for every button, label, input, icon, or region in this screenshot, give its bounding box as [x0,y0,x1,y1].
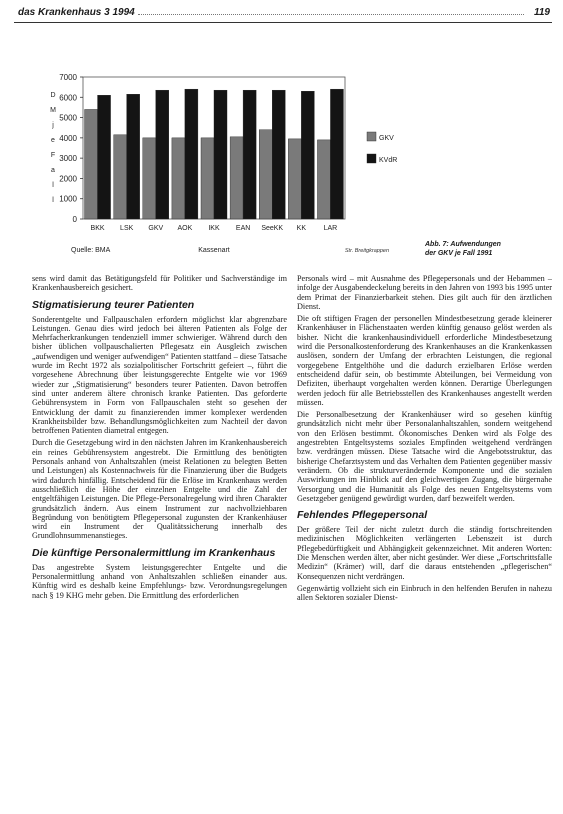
page-header [14,6,552,23]
caption-line-1: Abb. 7: Aufwendungen [425,241,501,248]
section-heading: Stigmatisierung teurer Patienten [32,298,195,311]
bar-kvdr [156,90,169,219]
paragraph: Die oft stiftigen Fragen der personellen Mindestbesetzung gerade kleinerer Krankenhäuser in Flächenstaaten werden künftig genauso gelöst werden als bisher. Nicht die krankenhausindividuell erforderliche Mindestbesetzung wird die Personalkostenforderung des Krankenhauses an die Krankenkassen auslösen, sondern der Umfang der erbrachten Leistungen, die regional vorgegebene Entgelthöhe und die dadurch erzielbaren Erlöse werden entscheidend dafür sein, ob bestimmte Abteilungen, bei Vermeidung von Defiziten, überhaupt vorgehalten werden können. Derartige Überlegungen werden jedoch für alle Betriebsstellen des Krankenhauses angestellt werden müssen. [297,314,552,407]
y-tick-label: 2000 [59,174,77,184]
bar-gkv [172,138,185,219]
paragraph: Die Personalbesetzung der Krankenhäuser wird so gesehen künftig grundsätzlich nicht mehr über Personalanhaltszahlen, sondern weitgehend von den Erlösen bestimmt. Ökonomisches Denken wird als Folge des angestrebten Entgeltsystems soziales Empfinden weitgehend verdrängen bzw. verdrängen müssen. Diese Tatsache wird die Angebotsstruktur, das bisherige Chefarztsystem und das Verhalten dem Patienten gegenüber massiv verändern. Ob die strukturverändernde Komponente und die sozialen Auswirkungen im Hinblick auf den gleichwertigen Zugang, die bürgernahe Versorgung und die Humanität als Folge des neuen Entgeltsystems vom Gesetzgeber genügend gewürdigt wurden, darf bezweifelt werden. [297,410,552,503]
source-label: Quelle: BMA [71,247,111,254]
bar-kvdr [301,91,314,219]
x-tick-label: LAR [323,225,338,232]
y-tick-label: 7000 [59,73,77,82]
bar-kvdr [330,89,343,219]
bar-gkv [317,140,330,219]
legend-label-kvdr: KVdR [379,157,398,164]
bar-gkv [201,138,214,219]
bar-kvdr [243,90,256,219]
bar-gkv [259,130,272,219]
x-tick-label: AOK [177,225,193,232]
x-tick-label: LSK [120,225,134,232]
legend-swatch-gkv [367,132,376,141]
paragraph: Gegenwärtig vollzieht sich ein Einbruch in den helfenden Berufen in nahezu allen Sektoren sozialer Dienst- [297,583,552,603]
bar-kvdr [185,89,198,219]
paragraph: sens wird damit das Betätigungsfeld für Politiker und Sachverständige im Krankenhausbereich gesichert. [32,274,287,293]
source-credit: Str. Breitgkrappen [344,248,389,254]
x-tick-label: IKK [208,225,220,232]
paragraph: Sonderentgelte und Fallpauschalen erfordern möglichst klar abgrenzbare Leistungen. Genau dies wird jedoch bei älteren Patienten als Folge der Mehrfacherkrankungen tendenziell immer schwieriger. Während durch den bisher üblichen vollpauschalierten Pflegesatz ein Ausgleich zwischen „aufwendigen und weniger aufwendigen“ Patienten stattfand – diese Tatsache wurde im Recht 1972 als sozialpolitischer Fortschritt gefeiert –, führt die vorgesehene Abrechnung über leistungsgerechte Entgelte wie vor 1969 wieder zur „Stigmatisierung“ besonders teurer Patienten. Davon betroffen sind unter anderem ältere chronisch kranke Patienten. Das geforderte Gebührensystem in Form von Fallpauschalen steht so gesehen der Entwicklung der damit zu finanzierenden immer komplexer werdenden Krankheitsbilder bzw. Behandlungsmöglichkeiten zum Nachteil der davon betroffenen Patienten diametral entgegen. [32,314,287,436]
bar-kvdr [272,90,285,219]
right-text-column [297,274,552,814]
x-tick-label: BKK [90,225,105,232]
y-axis-label-char: D [50,92,56,99]
y-axis-label-char: a [51,167,55,174]
paragraph: Der größere Teil der nicht zuletzt durch die ständig fortschreitenden medizinischen Möglichkeiten verlängerten Lebenszeit ist durch Pflegebedürftigkeit und Abhängigkeit gekennzeichnet. Mit anderen Worten: Die Menschen werden älter, aber nicht gesünder. Wer diese „Fortschrittsfalle Medizin“ (Krämer) will, darf die daraus entstehenden „pflegerischen“ Konsequenzen nicht verdrängen. [297,525,552,581]
legend-label-gkv: GKV [379,135,394,142]
paragraph: Personals wird – mit Ausnahme des Pflegepersonals und der Hebammen – infolge der Ausgabendeckelung bereits in den Jahren von 1993 bis 1995 unter dem Primat der Finanzierbarkeit stehen. Dies gilt auch für den ärztlichen Dienst. [297,274,552,311]
x-tick-label: SeeKK [261,225,284,232]
y-axis-label-char: e [51,137,55,144]
header-dotted-rule [138,14,524,15]
y-axis-label-char: l [52,197,54,204]
paragraph: Durch die Gesetzgebung wird in den nächsten Jahren im Krankenhausbereich ein reines Gebührensystem angestrebt. Die Ermittlung des benötigten Personals anhand von Anhaltszahlen (meist Relationen zu belegten Betten und Leistungen) als Kostennachweis für die Finanzierung über die Budgets wird dadurch hinfällig. Entscheidend für die Erlöse im Krankenhaus werden ausschließlich die Höhe der einzelnen Entgelte und die Zahl der entgeltfähigen Leistungen. Die Pflege-Personalregelung wird ihren Charakter grundsätzlich ändern. Aus einem Instrument zur nachvollziehbaren Begründung von benötigtem Pflegepersonal zugunsten der Krankenhäuser wird ein Instrument der Qualitätssicherung innerhalb des Grundlohnsummenanstieges. [32,438,287,541]
caption-line-2: der GKV je Fall 1991 [425,250,493,257]
chart-svg [45,62,415,262]
y-tick-label: 3000 [59,154,77,164]
x-axis-label: Kassenart [198,247,230,254]
page-number: 119 [534,7,550,18]
section-heading: Die künftige Personalermittlung im Krankenhaus [32,546,276,559]
bar-gkv [288,139,301,219]
x-tick-label: EAN [235,225,251,232]
y-axis-label-char: F [50,152,56,159]
bar-kvdr [214,90,227,219]
legend-swatch-kvdr [367,154,376,163]
bar-kvdr [127,94,140,219]
paragraph: Das angestrebte System leistungsgerechter Entgelte und die Personalermittlung anhand von Anhaltszahlen schließen einander aus. Künftig wird es deshalb keine Empfehlungs- bzw. Verordnungsregelungen nach § 19 KHG mehr geben. Die Ermittlung des erforderlichen [32,562,287,600]
bar-chart [45,62,415,262]
y-axis-label-char: M [50,107,56,114]
y-axis-label-char: l [52,182,54,189]
y-tick-label: 5000 [59,113,77,123]
journal-title: das Krankenhaus 3 1994 [18,7,135,18]
bar-gkv [143,138,156,219]
y-tick-label: 1000 [59,194,77,204]
figure-caption [425,240,545,258]
bar-gkv [85,109,98,219]
left-text-column [32,274,287,814]
bar-gkv [114,135,127,219]
bar-gkv [230,137,243,219]
x-tick-label: GKV [148,225,164,232]
y-tick-label: 6000 [59,93,77,103]
bar-kvdr [98,95,111,219]
section-heading: Fehlendes Pflegepersonal [297,509,428,522]
y-tick-label: 4000 [59,133,77,143]
x-tick-label: KK [296,225,307,232]
y-axis-label-char: j [52,122,54,129]
y-tick-label: 0 [72,215,77,224]
